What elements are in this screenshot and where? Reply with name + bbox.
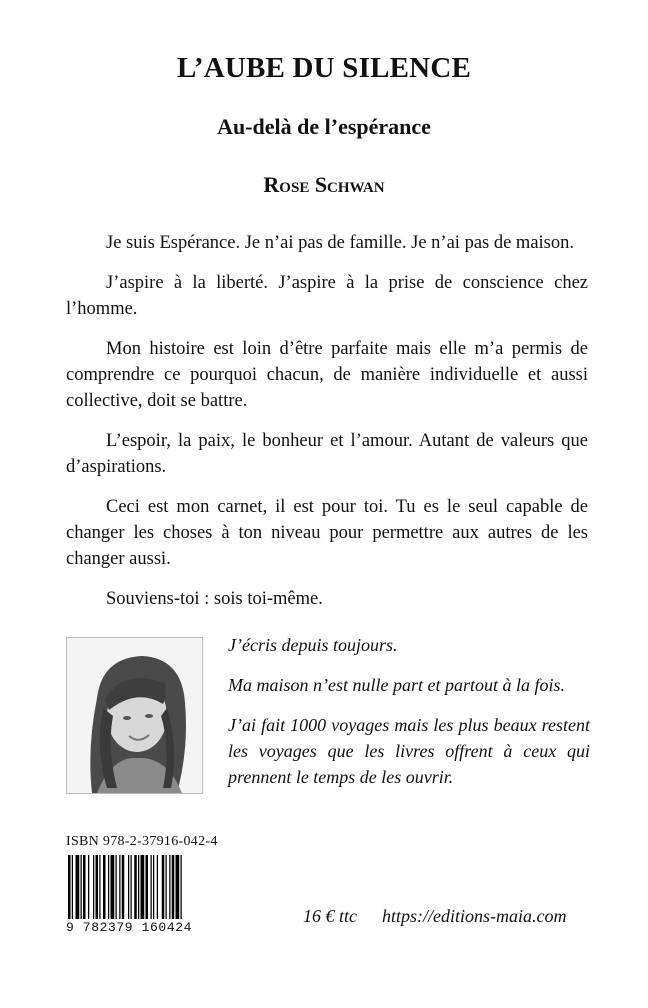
barcode-bar bbox=[166, 855, 167, 919]
barcode-bar bbox=[131, 855, 132, 919]
blurb-paragraph: Je suis Espérance. Je n’ai pas de famille. Je n’ai pas de maison. bbox=[106, 233, 575, 253]
blurb-paragraph: J’aspire à la liberté. J’aspire à la prise de conscience chez l’homme. bbox=[66, 273, 588, 319]
barcode-bar bbox=[72, 855, 73, 919]
bio-line: J’ai fait 1000 voyages mais les plus beaux restent les voyages que les livres offrent à ceux qui prennent le temps de les ouvrir. bbox=[228, 715, 590, 787]
book-title: L’AUBE DU SILENCE bbox=[176, 52, 472, 84]
barcode-bar bbox=[103, 855, 106, 919]
barcode-bar bbox=[162, 855, 165, 919]
barcode-bar bbox=[93, 855, 94, 919]
barcode-bar bbox=[108, 855, 109, 919]
barcode-bar bbox=[122, 855, 125, 919]
barcode-bar bbox=[181, 855, 182, 919]
blurb-paragraph: Mon histoire est loin d’être parfaite mais elle m’a permis de comprendre ce pourquoi chacun, de manière individuelle et aussi collective, doit se battre. bbox=[66, 339, 588, 411]
barcode-bar bbox=[116, 855, 117, 919]
blurb-paragraph: Souviens-toi : sois toi-même. bbox=[106, 589, 323, 609]
barcode-bar bbox=[176, 855, 180, 919]
book-subtitle: Au-delà de l’espérance bbox=[217, 114, 431, 139]
barcode-bar bbox=[141, 855, 145, 919]
isbn-label: ISBN 978-2-37916-042-4 bbox=[66, 834, 218, 849]
bio-line: J’écris depuis toujours. bbox=[228, 635, 398, 655]
bio-line: Ma maison n’est nulle part et partout à la fois. bbox=[228, 675, 565, 695]
barcode-bar bbox=[128, 855, 129, 919]
barcode-bar bbox=[146, 855, 149, 919]
barcode bbox=[66, 855, 222, 919]
author-name: Rose Schwan bbox=[263, 172, 385, 197]
barcode-bar bbox=[83, 855, 86, 919]
barcode-bar bbox=[68, 855, 71, 919]
barcode-bar bbox=[119, 855, 120, 919]
barcode-bar bbox=[88, 855, 89, 919]
author-bio bbox=[228, 632, 590, 804]
publisher-website: https://editions-maia.com bbox=[382, 906, 567, 926]
barcode-bar bbox=[153, 855, 154, 919]
blurb-paragraph: L’espoir, la paix, le bonheur et l’amour. Autant de valeurs que d’aspirations. bbox=[66, 431, 588, 477]
barcode-bar bbox=[99, 855, 100, 919]
barcode-bar bbox=[172, 855, 175, 919]
barcode-bar bbox=[81, 855, 82, 919]
barcode-bar bbox=[169, 855, 170, 919]
author-photo bbox=[66, 637, 203, 794]
barcode-bar bbox=[151, 855, 152, 919]
barcode-bar bbox=[157, 855, 158, 919]
price: 16 € ttc bbox=[303, 906, 357, 926]
barcode-digits: 9 782379 160424 bbox=[66, 920, 193, 935]
barcode-bar bbox=[76, 855, 80, 919]
blurb-paragraph: Ceci est mon carnet, il est pour toi. Tu es le seul capable de changer les choses à ton niveau pour permettre aux autres de les changer aussi. bbox=[66, 497, 588, 569]
barcode-bar bbox=[134, 855, 137, 919]
barcode-bar bbox=[111, 855, 115, 919]
barcode-bar bbox=[96, 855, 99, 919]
blurb bbox=[66, 230, 588, 626]
barcode-bar bbox=[138, 855, 139, 919]
